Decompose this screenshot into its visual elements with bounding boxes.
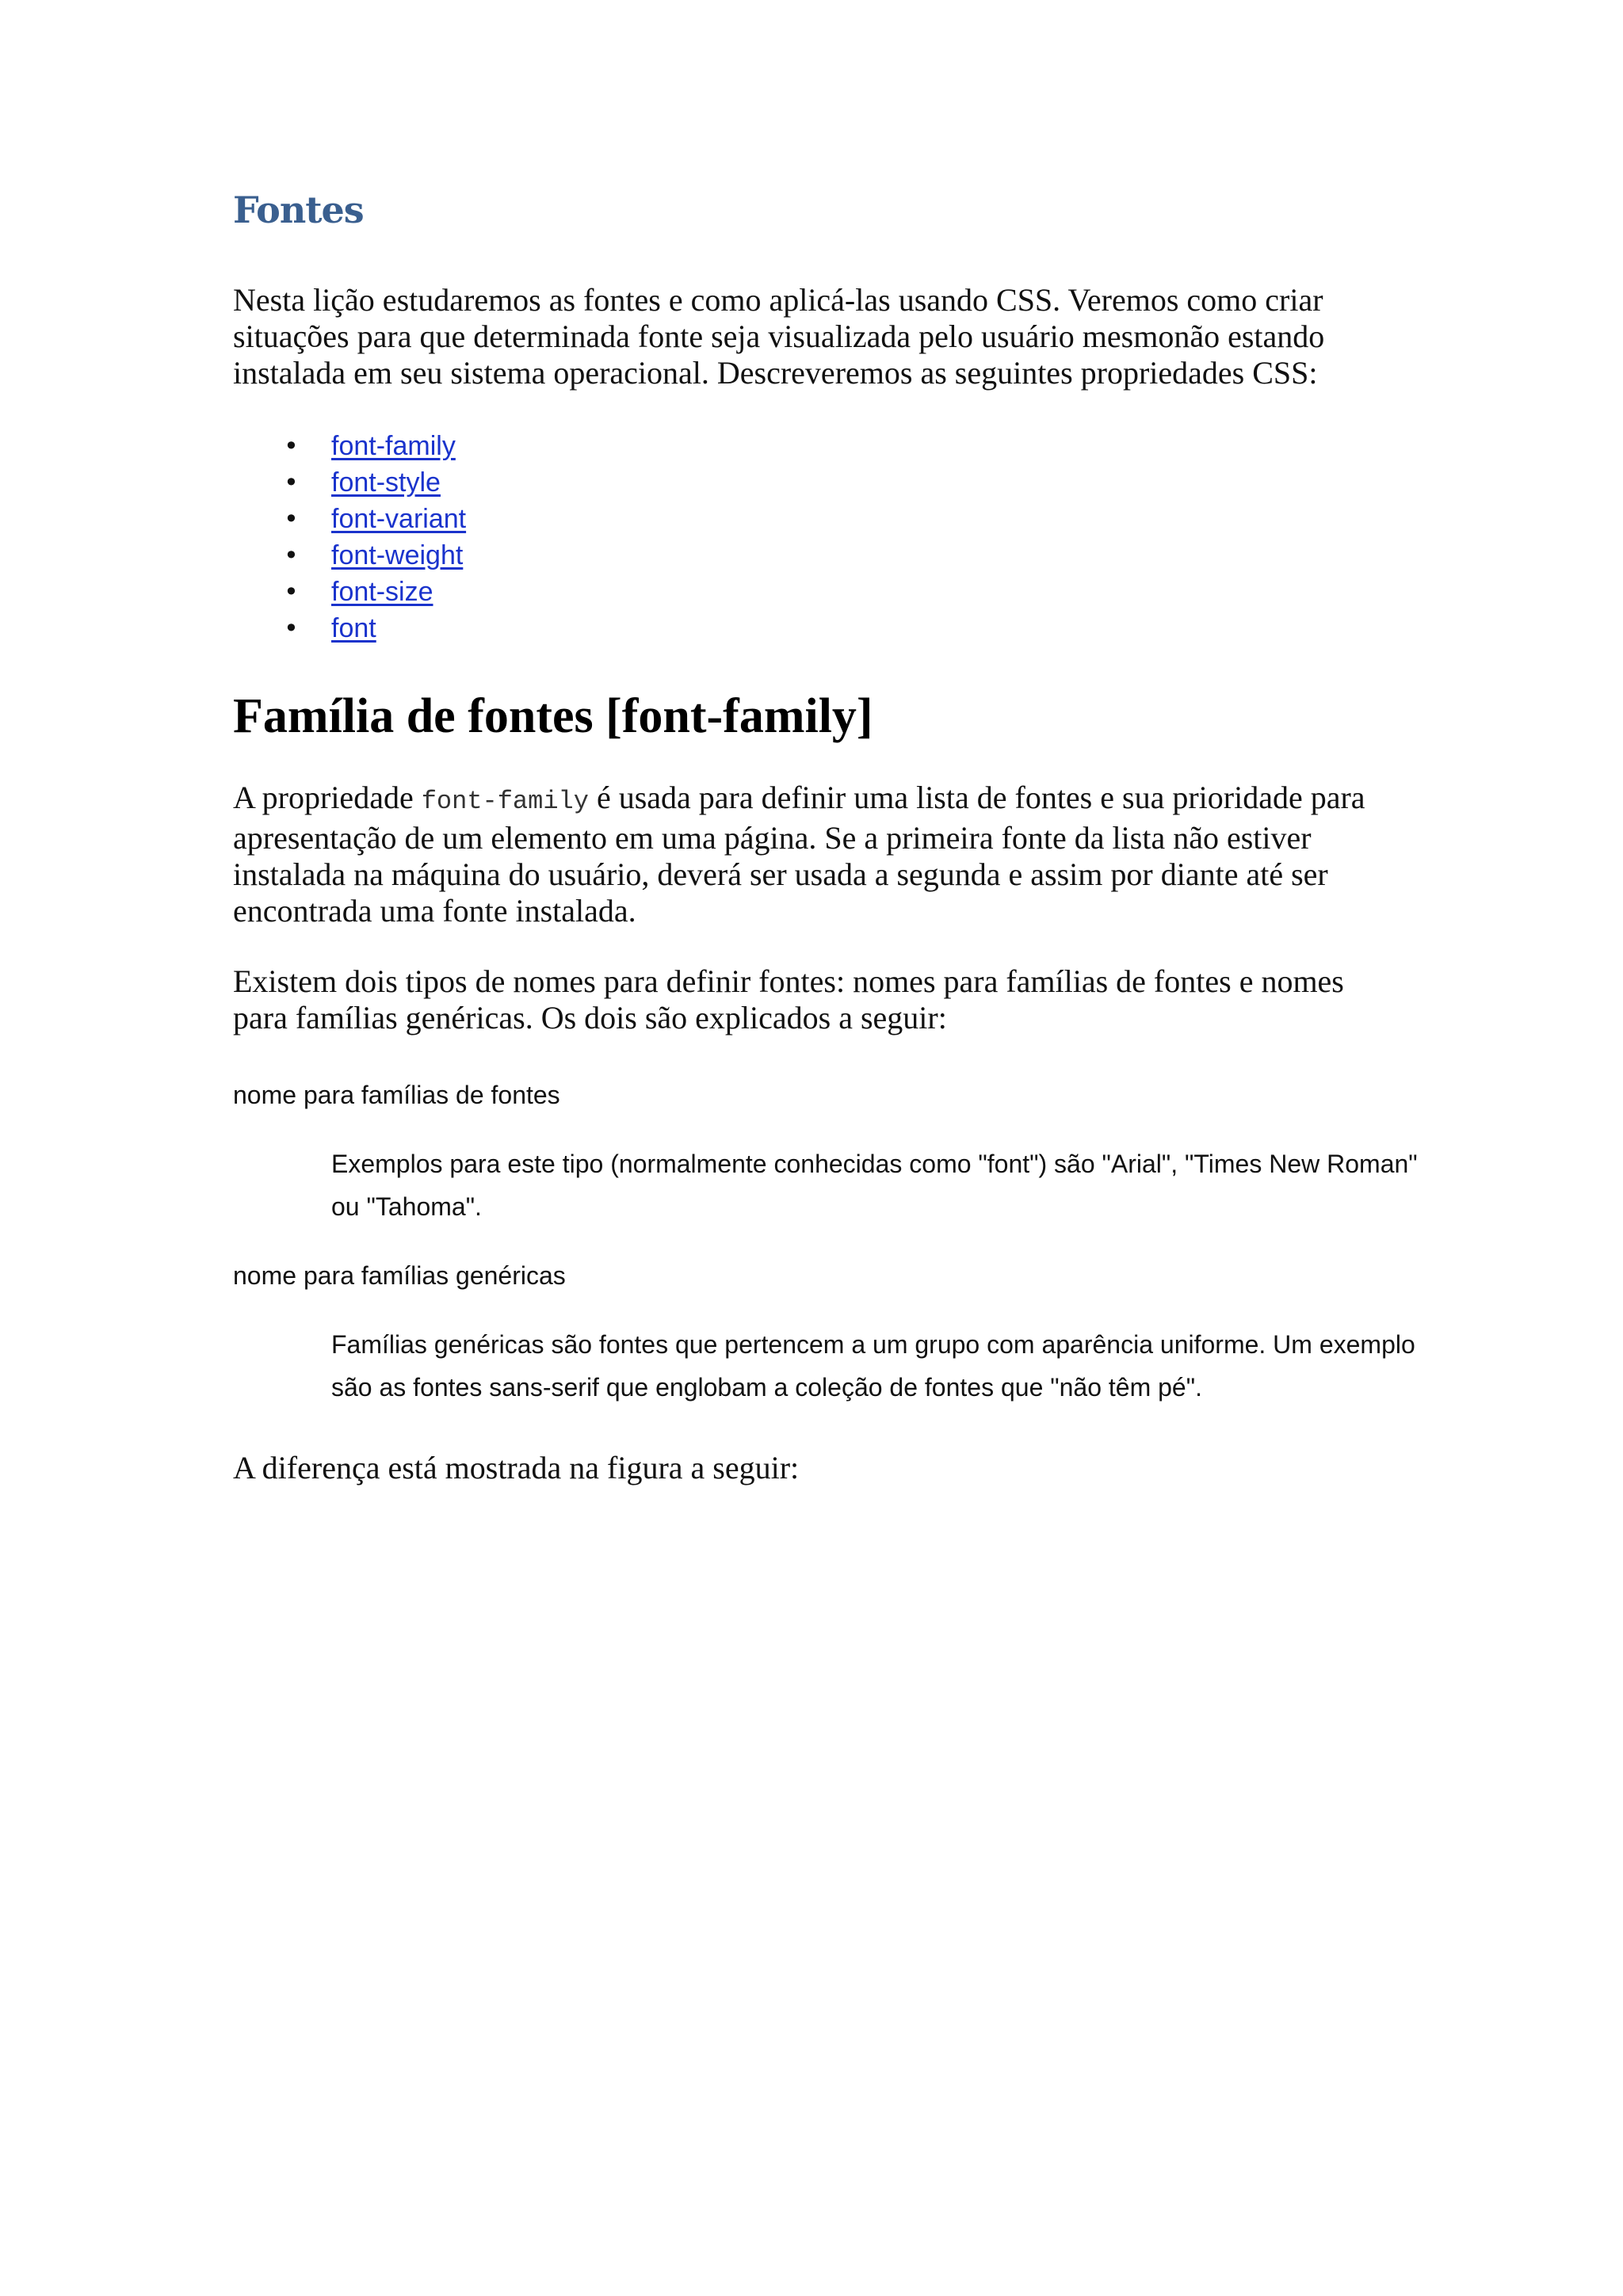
inline-code: font-family <box>421 787 589 816</box>
property-paragraph <box>233 780 1406 929</box>
link-font-weight[interactable]: font-weight <box>331 540 464 570</box>
bullet-icon: • <box>284 577 299 607</box>
property-prefix: A propriedade <box>233 780 422 815</box>
link-font-style[interactable]: font-style <box>331 467 441 498</box>
link-font-variant[interactable]: font-variant <box>331 504 467 534</box>
bullet-icon: • <box>284 431 299 461</box>
link-font-family[interactable]: font-family <box>331 431 456 461</box>
list-item <box>233 501 466 537</box>
link-font[interactable]: font <box>331 613 376 643</box>
list-item <box>233 610 466 646</box>
list-item <box>233 537 466 574</box>
definition-description-font-families: Exemplos para este tipo (normalmente conhecidas como "font") são "Arial", "Times New Roman" ou "Tahoma". <box>331 1150 1418 1221</box>
bullet-icon: • <box>284 613 299 643</box>
page-title: Fontes <box>233 189 364 231</box>
types-paragraph: Existem dois tipos de nomes para definir fontes: nomes para famílias de fontes e nomes para famílias genéricas. Os dois são explicados a seguir: <box>233 963 1344 1035</box>
definition-term-generic-families: nome para famílias genéricas <box>233 1261 566 1290</box>
definition-term-font-families: nome para famílias de fontes <box>233 1081 560 1109</box>
list-item <box>233 428 466 464</box>
closing-paragraph: A diferença está mostrada na figura a seguir: <box>233 1450 800 1486</box>
bullet-icon: • <box>284 504 299 534</box>
property-suffix: é usada para definir uma lista de fontes e sua prioridade para apresentação de um elemento em uma página. Se a primeira fonte da lista não estiver instalada na máquina do usuário, deverá ser usada a segunda e assim por diante até ser encontrada uma fonte instalada. <box>233 780 1365 929</box>
definition-description-generic-families: Famílias genéricas são fontes que pertencem a um grupo com aparência uniforme. Um exemplo são as fontes sans-serif que englobam a coleção de fontes que "não têm pé". <box>331 1330 1415 1402</box>
list-item <box>233 574 466 610</box>
link-font-size[interactable]: font-size <box>331 577 433 607</box>
property-link-list <box>233 428 466 646</box>
intro-paragraph: Nesta lição estudaremos as fontes e como aplicá-las usando CSS. Veremos como criar situações para que determinada fonte seja visualizada pelo usuário mesmonão estando instalada em seu sistema operacional. Descreveremos as seguintes propriedades CSS: <box>233 282 1325 391</box>
list-item <box>233 464 466 501</box>
section-heading: Família de fontes [font-family] <box>233 689 873 743</box>
bullet-icon: • <box>284 467 299 498</box>
bullet-icon: • <box>284 540 299 570</box>
